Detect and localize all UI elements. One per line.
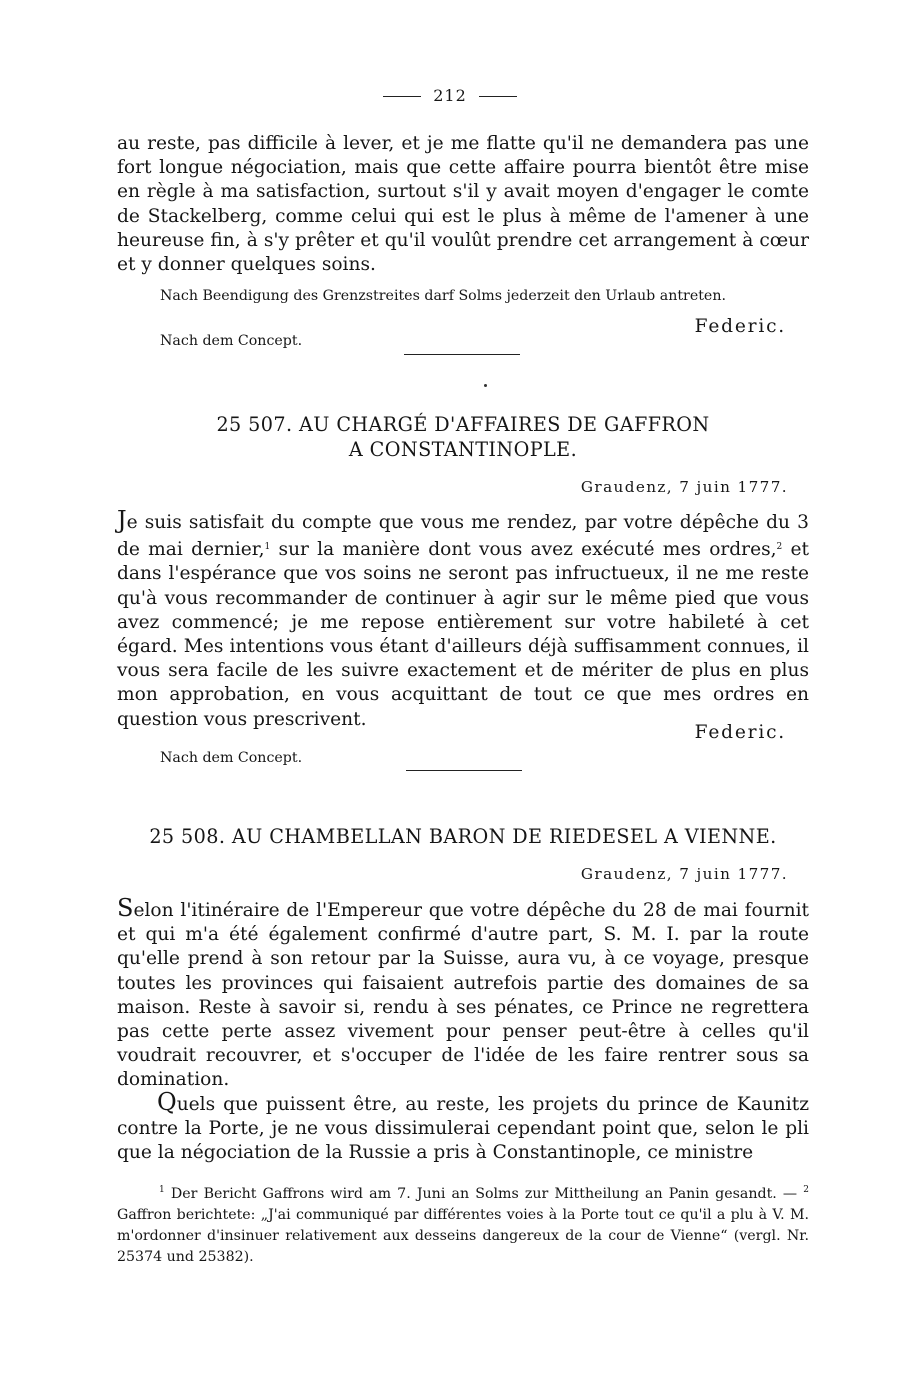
ink-dot xyxy=(484,384,487,387)
dateline-25508: Graudenz, 7 juin 1777. xyxy=(580,865,788,883)
footnote-ref-2: 2 xyxy=(776,542,783,553)
body-part-a: e suis satisfait du compte que vous me rendez, par votre dépêche du 3 de mai dernier, xyxy=(117,512,809,561)
editorial-note: Nach Beendigung des Grenzstreites darf Solms jederzeit den Urlaub antreten. xyxy=(160,288,726,304)
right-dash xyxy=(479,96,517,97)
continuation-paragraph: au reste, pas difficile à lever, et je me flatte qu'il ne demandera pas une fort longue négociation, mais que cette affaire pourra bientôt être mise en règle à ma satisfaction, surtout s'il y avait moyen d'engager le comte de Stackelberg, comme celui qui est le plus à même de l'amener à une heureuse fin, à s'y prêter et qu'il voulût prendre cet arrangement à cœur et y donner quelques soins. xyxy=(117,133,809,276)
footnote-mark-2: 2 xyxy=(803,1185,809,1195)
initial-letter-s: S xyxy=(117,894,134,922)
body-part-c: et dans l'espérance que vos soins ne seront pas infructueux, il ne me reste qu'à vous recommander de continuer à agir sur le même pied que vous avez commencé; je me repose entièrement sur votre habileté à cet égard. Mes intentions vous étant d'ailleurs déjà suffisamment connues, il vous sera facile de les suivre exactement et de mériter de plus en plus mon approbation, en vous acquittant de tout ce que mes ordres en question vous prescrivent. xyxy=(117,539,809,730)
signature-federic-2: Federic. xyxy=(694,722,786,743)
initial-letter-q: Q xyxy=(157,1088,177,1116)
dateline-25507: Graudenz, 7 juin 1777. xyxy=(580,478,788,496)
footnote-text-2: Gaffron berichtete: „J'ai communiqué par différentes voies à la Porte tout ce qu'il a plu à V. M. m'ordonner d'insinuer relativement aux desseins dangereux de la cour de Vienne“ (vergl. Nr. 25374 und 25382). xyxy=(117,1207,809,1265)
para2-text: uels que puissent être, au reste, les projets du prince de Kaunitz contre la Porte, je ne vous dissimulerai cependant point que, selon le pli que la négociation de la Russie a pris à Constantinople, ce ministre xyxy=(117,1094,809,1164)
letter-heading-25507: 25 507. AU CHARGÉ D'AFFAIRES DE GAFFRON xyxy=(216,413,710,436)
footnote-text-1: Der Bericht Gaffrons wird am 7. Juni an Solms zur Mittheilung an Panin gesandt. — xyxy=(164,1186,804,1202)
letter-body-25508-para1 xyxy=(117,896,809,1093)
footnote-ref-1: 1 xyxy=(264,542,271,553)
letter-heading-25507-line2: A CONSTANTINOPLE. xyxy=(348,438,578,461)
source-note-1: Nach dem Concept. xyxy=(160,333,303,349)
page-number: 212 xyxy=(433,86,467,105)
letter-heading-25508: 25 508. AU CHAMBELLAN BARON DE RIEDESEL A VIENNE. xyxy=(149,825,777,848)
para1-text: elon l'itinéraire de l'Empereur que votre dépêche du 28 de mai fournit et qui m'a été également confirmé d'autre part, S. M. I. par la route qu'elle prend à son retour par la Suisse, aura vu, à ce voyage, presque toutes les provinces qui faisaient autrefois partie des domaines de sa maison. Reste à savoir si, rendu à ses pénates, ce Prince ne regrettera pas cette perte assez vivement pour penser peut-être à celles qu'il voudrait recouvrer, et s'occuper de l'idée de les faire rentrer sous sa domination. xyxy=(117,900,809,1091)
section-divider-1 xyxy=(404,354,520,355)
source-note-2: Nach dem Concept. xyxy=(160,750,303,766)
letter-body-25507 xyxy=(117,508,809,732)
letter-body-25508-para2 xyxy=(117,1090,809,1166)
page-number-line xyxy=(0,86,900,105)
section-divider-2 xyxy=(406,770,522,771)
body-part-b: sur la manière dont vous avez exécuté mes ordres, xyxy=(270,539,777,561)
footnotes xyxy=(117,1180,809,1268)
signature-federic-1: Federic. xyxy=(694,316,786,337)
footnote-mark-1: 1 xyxy=(159,1185,165,1195)
initial-letter-j: J xyxy=(117,506,127,534)
left-dash xyxy=(383,96,421,97)
